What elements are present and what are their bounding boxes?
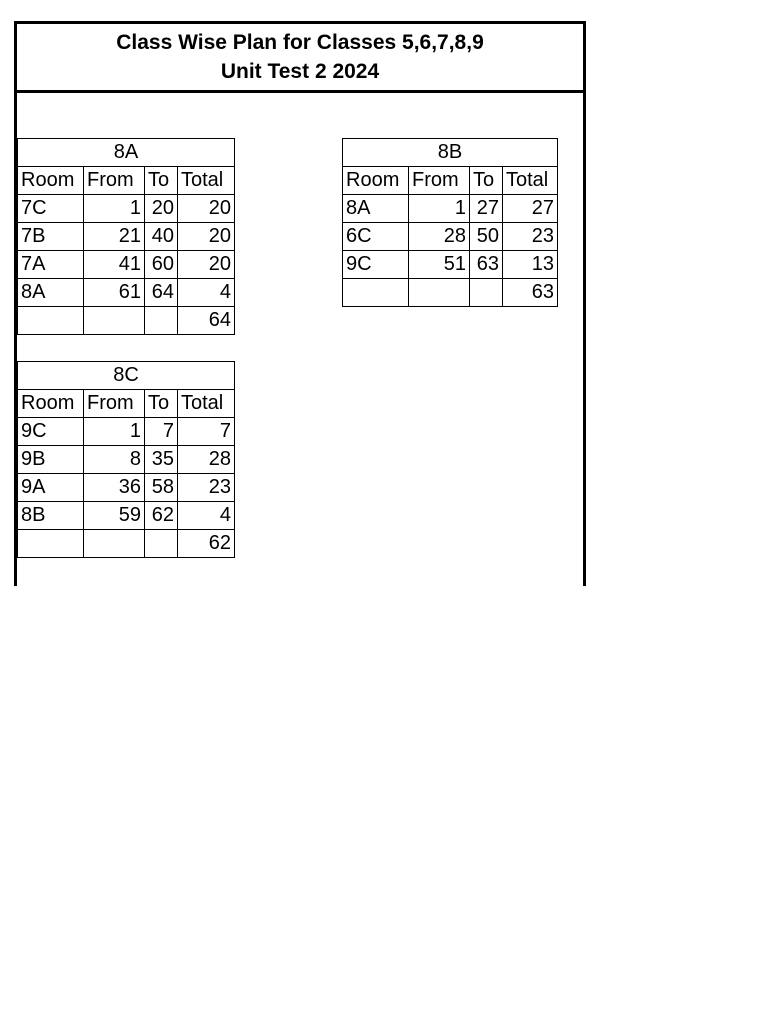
room-cell: 9C <box>18 418 84 446</box>
table-title: 8C <box>18 362 235 390</box>
from-cell: 36 <box>84 474 145 502</box>
grand-total-cell: 64 <box>178 307 235 335</box>
header-row <box>18 390 235 418</box>
total-cell: 20 <box>178 223 235 251</box>
table-8b <box>342 138 558 307</box>
worksheet-area <box>14 21 586 586</box>
from-cell: 28 <box>409 223 470 251</box>
to-cell: 20 <box>145 195 178 223</box>
empty-cell <box>18 307 84 335</box>
column-header-from: From <box>409 167 470 195</box>
total-cell: 23 <box>178 474 235 502</box>
table-title: 8A <box>18 139 235 167</box>
from-cell: 59 <box>84 502 145 530</box>
header-row <box>343 167 558 195</box>
total-row <box>343 279 558 307</box>
total-row <box>18 307 235 335</box>
room-cell: 8A <box>18 279 84 307</box>
empty-cell <box>145 307 178 335</box>
table-title: 8B <box>343 139 558 167</box>
column-header-from: From <box>84 167 145 195</box>
table-row <box>18 279 235 307</box>
total-cell: 27 <box>503 195 558 223</box>
table-row <box>18 502 235 530</box>
grand-total-cell: 63 <box>503 279 558 307</box>
title-box <box>17 24 583 93</box>
to-cell: 62 <box>145 502 178 530</box>
table-row <box>343 195 558 223</box>
table-row <box>343 223 558 251</box>
from-cell: 1 <box>409 195 470 223</box>
empty-cell <box>409 279 470 307</box>
column-header-to: To <box>145 390 178 418</box>
to-cell: 64 <box>145 279 178 307</box>
room-cell: 9A <box>18 474 84 502</box>
table-row <box>18 195 235 223</box>
table-row <box>343 251 558 279</box>
room-cell: 8A <box>343 195 409 223</box>
page-title: Class Wise Plan for Classes 5,6,7,8,9 <box>116 31 484 54</box>
from-cell: 51 <box>409 251 470 279</box>
column-header-room: Room <box>18 390 84 418</box>
column-header-to: To <box>470 167 503 195</box>
table-row <box>18 474 235 502</box>
empty-cell <box>84 530 145 558</box>
empty-cell <box>470 279 503 307</box>
empty-cell <box>145 530 178 558</box>
table-row <box>18 446 235 474</box>
to-cell: 40 <box>145 223 178 251</box>
from-cell: 41 <box>84 251 145 279</box>
to-cell: 58 <box>145 474 178 502</box>
total-cell: 4 <box>178 502 235 530</box>
column-header-total: Total <box>503 167 558 195</box>
total-cell: 20 <box>178 195 235 223</box>
table-row <box>18 223 235 251</box>
room-cell: 7B <box>18 223 84 251</box>
header-row <box>18 167 235 195</box>
from-cell: 8 <box>84 446 145 474</box>
total-cell: 23 <box>503 223 558 251</box>
to-cell: 7 <box>145 418 178 446</box>
empty-cell <box>84 307 145 335</box>
room-cell: 9B <box>18 446 84 474</box>
room-cell: 9C <box>343 251 409 279</box>
total-cell: 20 <box>178 251 235 279</box>
table-row <box>18 418 235 446</box>
column-header-from: From <box>84 390 145 418</box>
grand-total-cell: 62 <box>178 530 235 558</box>
total-cell: 7 <box>178 418 235 446</box>
total-cell: 4 <box>178 279 235 307</box>
to-cell: 50 <box>470 223 503 251</box>
room-cell: 7C <box>18 195 84 223</box>
column-header-total: Total <box>178 390 235 418</box>
column-header-total: Total <box>178 167 235 195</box>
total-cell: 13 <box>503 251 558 279</box>
from-cell: 61 <box>84 279 145 307</box>
column-header-to: To <box>145 167 178 195</box>
empty-cell <box>18 530 84 558</box>
page-subtitle: Unit Test 2 2024 <box>220 60 380 83</box>
room-cell: 6C <box>343 223 409 251</box>
column-header-room: Room <box>18 167 84 195</box>
column-header-room: Room <box>343 167 409 195</box>
from-cell: 21 <box>84 223 145 251</box>
empty-cell <box>343 279 409 307</box>
from-cell: 1 <box>84 195 145 223</box>
table-8c <box>17 361 235 558</box>
table-8a <box>17 138 235 335</box>
room-cell: 8B <box>18 502 84 530</box>
table-row <box>18 251 235 279</box>
to-cell: 63 <box>470 251 503 279</box>
from-cell: 1 <box>84 418 145 446</box>
room-cell: 7A <box>18 251 84 279</box>
to-cell: 35 <box>145 446 178 474</box>
total-cell: 28 <box>178 446 235 474</box>
total-row <box>18 530 235 558</box>
to-cell: 60 <box>145 251 178 279</box>
to-cell: 27 <box>470 195 503 223</box>
